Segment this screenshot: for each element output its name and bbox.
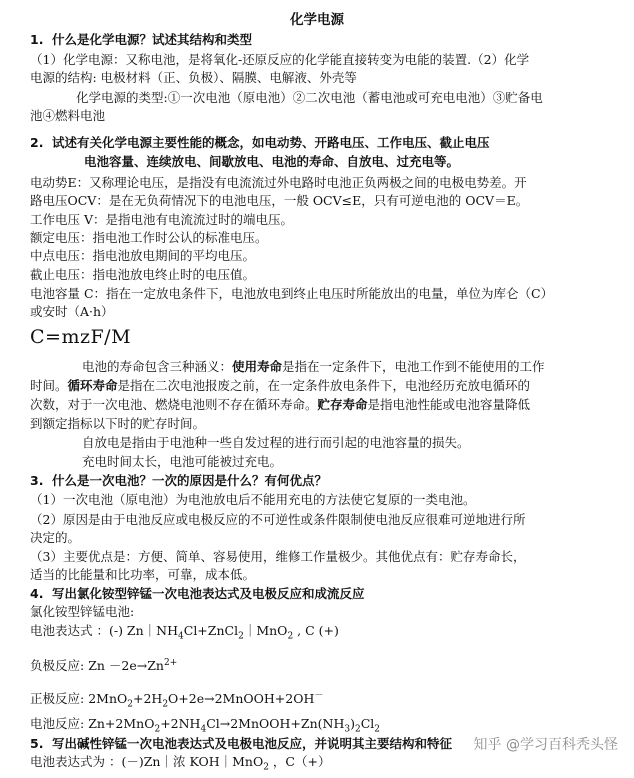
negative-reaction-line: 负极反应: $Zn -2e\to Zn^{2+}$ — [30, 658, 178, 674]
question-4-number: 4. — [30, 586, 44, 601]
capacity-formula: C=mzF/M — [30, 326, 132, 348]
life-line-4: 到额定指标以下时的贮存时间。 — [30, 416, 206, 431]
total-reaction-line: 电池反应: $Zn+2MnO_2+2NH_4Cl\to 2MnOOH+Zn(NH_3)_2Cl_2$ — [30, 716, 381, 735]
question-2-heading — [30, 133, 622, 153]
q2-line-8: 或安时（A·h） — [30, 304, 114, 319]
question-3-heading — [30, 471, 622, 491]
question-2-heading-2: 电池容量、连续放电、间歇放电、电池的寿命、自放电、过充电等。 — [84, 154, 460, 169]
q2-line-3: 工作电压 V：是指电池有电流流过时的端电压。 — [30, 212, 294, 227]
positive-reaction-label: 正极反应: — [30, 691, 89, 707]
question-4-text: 写出氯化铵型锌锰一次电池表达式及电极反应和成流反应 — [52, 586, 365, 601]
q3-line-1: （1）一次电池（原电池）为电池放电后不能用充电的方法使它复原的一类电池。 — [30, 492, 476, 507]
cell-expression-line: 电池表达式 ：(-) $Zn|NH_4Cl+ZnCl_2|MnO_2$ , C (+) — [30, 623, 339, 642]
total-reaction-label: 电池反应: — [30, 716, 89, 731]
q4-line-1: 氯化铵型锌锰电池: — [30, 604, 135, 619]
q5-expression-label: 电池表达式为 ： — [30, 754, 122, 769]
q2-line-4: 额定电压：指电池工作时公认的标准电压。 — [30, 230, 268, 245]
self-discharge-line: 自放电是指由于电池种一些自发过程的进行而引起的电池容量的损失。 — [82, 435, 470, 450]
question-1-number: 1. — [30, 32, 44, 47]
life-line-1: 电池的寿命包含三种涵义：使用寿命是指在一定条件下，电池工作到不能使用的工作 — [82, 359, 545, 374]
positive-reaction-line: 正极反应: $2MnO_2+2H_2O+2e\to 2MnOOH+2OH^-$ — [30, 691, 324, 710]
q2-line-2: 路电压OCV：是在无负荷情况下的电池电压，一般 OCV≤E，只有可逆电池的 OCV＝E。 — [30, 193, 529, 208]
question-2-number: 2. — [30, 135, 44, 150]
keyword-storage-life: 贮存寿命 — [317, 397, 368, 412]
q1-line-1: （1）化学电源：又称电池，是将氧化-还原反应的化学能直接转变为电能的装置.（2）化学 — [30, 52, 530, 67]
question-1-heading — [30, 30, 622, 50]
page-title: 化学电源 — [290, 12, 344, 28]
life-line-2: 时间。循环寿命是指在二次电池报废之前，在一定条件放电条件下，电池经历充放电循环的 — [30, 378, 531, 393]
question-5-text: 写出碱性锌锰一次电池表达式及电极电池反应，并说明其主要结构和特征 — [52, 736, 453, 751]
question-1-text: 什么是化学电源？试述其结构和类型 — [52, 32, 253, 47]
question-4-heading — [30, 584, 622, 604]
q3-line-4: （3）主要优点是：方便、简单、容易使用，维修工作量极少。其他优点有：贮存寿命长， — [30, 549, 526, 564]
q2-line-5: 中点电压：指电池放电期间的平均电压。 — [30, 248, 256, 263]
q3-line-5: 适当的比能量和比功率，可靠，成本低。 — [30, 567, 256, 582]
question-2-text-1: 试述有关化学电源主要性能的概念，如电动势、开路电压、工作电压、截止电压 — [52, 135, 490, 150]
life-line-3: 次数，对于一次电池、燃烧电池则不存在循环寿命。贮存寿命是指电池性能或电池容量降低 — [30, 397, 531, 412]
q2-line-1: 电动势E：又称理论电压，是指没有电流流过外电路时电池正负两极之间的电极电势差。开 — [30, 175, 527, 190]
overcharge-line: 充电时间太长，电池可能被过充电。 — [82, 454, 283, 469]
question-3-number: 3. — [30, 473, 44, 488]
watermark: 知乎 @学习百科秃头怪 — [472, 734, 620, 754]
keyword-cycle-life: 循环寿命 — [67, 378, 118, 393]
q2-line-7: 电池容量 C：指在一定放电条件下，电池放电到终止电压时所能放出的电量，单位为库仑（C） — [30, 286, 554, 301]
q1-line-4: 池④燃料电池 — [30, 108, 106, 123]
negative-reaction-label: 负极反应: — [30, 658, 89, 674]
keyword-service-life: 使用寿命 — [232, 359, 283, 374]
q1-line-3: 化学电源的类型:①一次电池（原电池）②二次电池（蓄电池或可充电电池）③贮备电 — [76, 90, 543, 105]
q3-line-3: 决定的。 — [30, 530, 81, 545]
q5-expression-line: 电池表达式为 ：(－)Zn｜浓 KOH｜MnO$_2$ ，C（+） — [30, 754, 331, 773]
question-5-number: 5. — [30, 736, 44, 751]
cell-expression-label: 电池表达式 ： — [30, 623, 109, 638]
q2-line-6: 截止电压：指电池放电终止时的电压值。 — [30, 267, 256, 282]
q3-line-2: （2）原因是由于电池反应或电极反应的不可逆性或条件限制使电池反应很难可逆地进行所 — [30, 512, 526, 527]
q1-line-2: 电源的结构: 电极材料（正、负极）、隔膜、电解液、外壳等 — [30, 70, 357, 85]
question-3-text: 什么是一次电池？一次的原因是什么？有何优点？ — [52, 473, 328, 488]
